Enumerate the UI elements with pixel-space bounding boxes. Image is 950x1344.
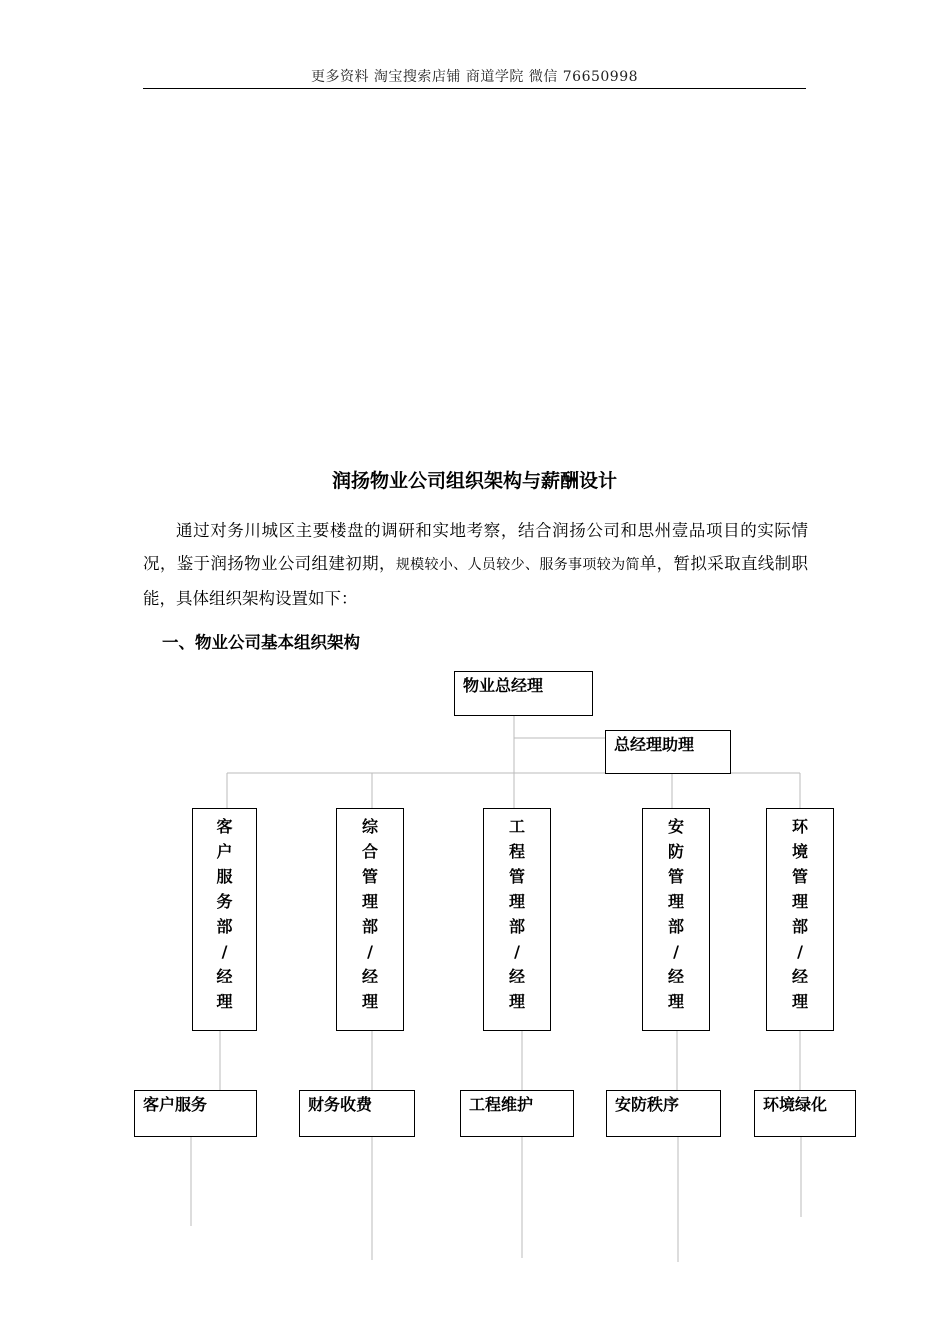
assistant-manager-label: 总经理助理 bbox=[614, 735, 695, 754]
dept-char: 综 bbox=[361, 817, 378, 836]
assistant-manager-box bbox=[605, 730, 731, 774]
intro-paragraph bbox=[143, 514, 808, 615]
dept-char: / bbox=[673, 942, 679, 961]
dept-char: 经 bbox=[667, 967, 684, 986]
page-header: 更多资料 淘宝搜索店铺 商道学院 微信 76650998 bbox=[310, 69, 639, 85]
team-label: 财务收费 bbox=[308, 1095, 373, 1114]
team-box-environment-greening bbox=[754, 1090, 856, 1137]
dept-char: / bbox=[797, 942, 803, 961]
dept-char: 理 bbox=[361, 892, 378, 911]
dept-char: 程 bbox=[508, 842, 525, 861]
department-box-general-management bbox=[336, 808, 404, 1031]
dept-char: 服 bbox=[216, 867, 233, 886]
dept-char: 管 bbox=[361, 867, 378, 886]
dept-char: 理 bbox=[508, 892, 525, 911]
dept-char: 管 bbox=[667, 867, 684, 886]
document-title: 润扬物业公司组织架构与薪酬设计 bbox=[331, 470, 617, 492]
dept-char: 部 bbox=[216, 917, 233, 936]
header-rule bbox=[143, 88, 806, 89]
team-label: 客户服务 bbox=[143, 1095, 208, 1114]
dept-char: 户 bbox=[216, 842, 233, 861]
dept-char: 理 bbox=[508, 992, 525, 1011]
dept-char: 理 bbox=[216, 992, 233, 1011]
team-box-customer-service bbox=[134, 1090, 257, 1137]
general-manager-box bbox=[454, 671, 593, 716]
dept-char: 部 bbox=[791, 917, 808, 936]
team-box-security-order bbox=[606, 1090, 721, 1137]
section-heading: 一、物业公司基本组织架构 bbox=[162, 633, 360, 652]
dept-char: 境 bbox=[791, 842, 808, 861]
team-label: 工程维护 bbox=[469, 1095, 534, 1114]
dept-char: 经 bbox=[361, 967, 378, 986]
dept-char: 务 bbox=[216, 892, 233, 911]
team-box-finance-collection bbox=[299, 1090, 415, 1137]
dept-char: 部 bbox=[361, 917, 378, 936]
dept-char: 理 bbox=[361, 992, 378, 1011]
dept-char: 理 bbox=[667, 992, 684, 1011]
dept-char: / bbox=[367, 942, 373, 961]
dept-char: 经 bbox=[216, 967, 233, 986]
team-label: 环境绿化 bbox=[763, 1095, 828, 1114]
team-label: 安防秩序 bbox=[615, 1095, 680, 1114]
dept-char: 部 bbox=[667, 917, 684, 936]
dept-char: 经 bbox=[508, 967, 525, 986]
dept-char: 部 bbox=[508, 917, 525, 936]
intro-text-part1: 通过对务川城区主要楼盘的调研和实地考察，结合润扬公司和思州壹品项目的实际情况，鉴于润扬物业公司组建初期， bbox=[143, 521, 808, 573]
general-manager-label: 物业总经理 bbox=[463, 676, 544, 695]
dept-char: 客 bbox=[216, 817, 233, 836]
dept-char: 合 bbox=[361, 842, 378, 861]
intro-text-part2: 规模较小、人员较少、服务事项较为简 bbox=[395, 557, 640, 573]
team-box-engineering-maintenance bbox=[460, 1090, 574, 1137]
dept-char: 安 bbox=[667, 817, 684, 836]
dept-char: 理 bbox=[667, 892, 684, 911]
dept-char: 经 bbox=[791, 967, 808, 986]
intro-text-part3: 单，暂拟采取直线制职能，具体组织架构设置如下： bbox=[143, 554, 809, 608]
dept-char: 管 bbox=[791, 867, 808, 886]
dept-char: / bbox=[221, 942, 228, 961]
dept-char: 管 bbox=[508, 867, 525, 886]
dept-char: 防 bbox=[667, 842, 684, 861]
department-box-environment bbox=[766, 808, 834, 1031]
department-box-customer-service bbox=[192, 808, 257, 1031]
dept-char: 工 bbox=[508, 817, 525, 836]
department-box-engineering bbox=[483, 808, 551, 1031]
dept-char: / bbox=[514, 942, 520, 961]
department-box-security bbox=[642, 808, 710, 1031]
dept-char: 理 bbox=[791, 892, 808, 911]
dept-char: 理 bbox=[791, 992, 808, 1011]
dept-char: 环 bbox=[791, 817, 808, 836]
